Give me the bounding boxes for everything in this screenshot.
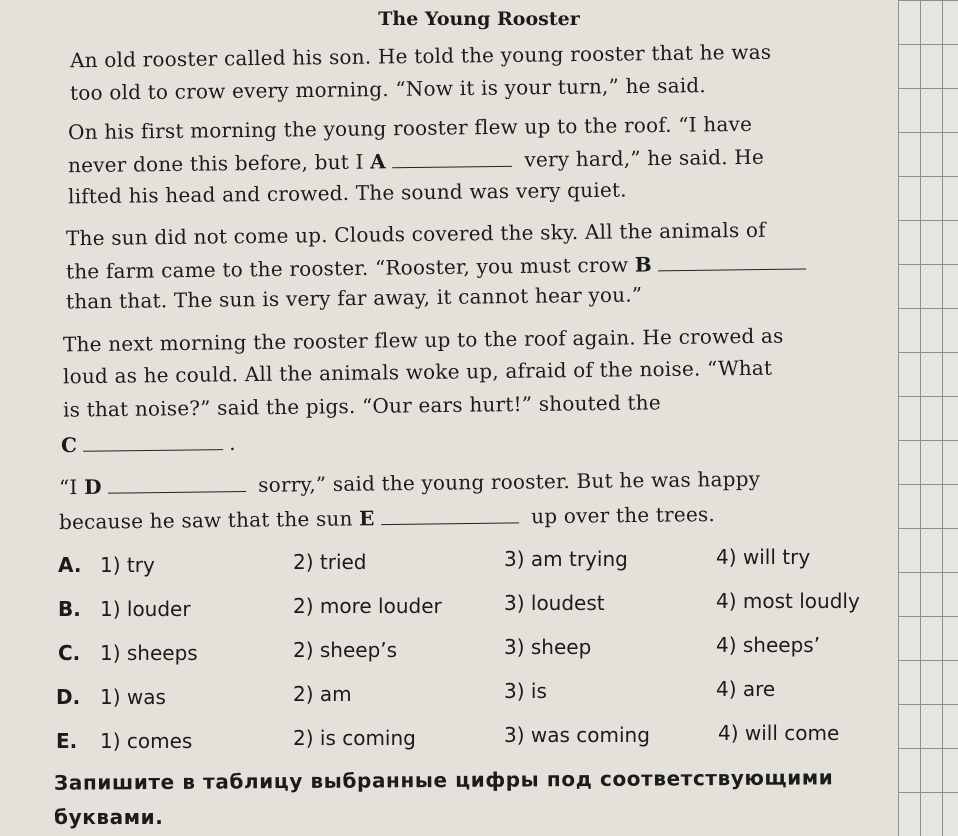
option-4[interactable]: 4) are [716,677,776,701]
gap-letter-e: E [359,506,375,531]
option-2[interactable]: 2) more louder [293,594,442,618]
gap-blank-a[interactable] [392,165,512,168]
text-line: The next morning the rooster flew up to the roof again. He crowed as [62,323,784,357]
text-segment: “I [58,475,78,500]
gap-blank-d[interactable] [108,490,246,494]
option-2[interactable]: 2) tried [293,550,367,574]
instruction-line: Запишите в таблицу выбранные цифры под соответствующими [53,765,834,795]
option-letter: A. [58,553,82,577]
page-title: The Young Rooster [378,8,580,30]
instruction-line: буквами. [54,805,164,829]
option-1[interactable]: 1) comes [100,729,193,753]
text-line: is that noise?” said the pigs. “Our ears hurt!” shouted the [62,390,661,422]
gap-blank-e[interactable] [381,521,519,525]
text-line: too old to crow every morning. “Now it is your turn,” he said. [69,73,707,105]
option-4[interactable]: 4) will try [716,545,811,569]
option-3[interactable]: 3) was coming [504,723,650,747]
option-4[interactable]: 4) most loudly [716,589,860,613]
text-line: An old rooster called his son. He told the young rooster that he was [69,39,772,73]
option-1[interactable]: 1) was [100,685,166,709]
option-2[interactable]: 2) is coming [293,726,416,750]
gap-blank-b[interactable] [658,268,806,272]
option-1[interactable]: 1) sheeps [100,641,198,665]
option-letter: E. [56,729,78,753]
text-line: lifted his head and crowed. The sound was very quiet. [67,177,627,209]
option-2[interactable]: 2) sheep’s [293,638,398,662]
text-line: than that. The sun is very far away, it cannot hear you.” [65,282,643,314]
text-segment: because he saw that the sun [58,506,353,535]
text-segment: up over the trees. [531,501,716,529]
text-line-with-gap-c [61,431,236,457]
option-3[interactable]: 3) loudest [504,591,605,615]
option-letter: D. [56,685,81,709]
option-3[interactable]: 3) is [504,679,547,703]
gap-letter-b: B [634,252,653,277]
gap-blank-c[interactable] [83,448,223,452]
gap-letter-a: A [370,149,387,174]
option-3[interactable]: 3) am trying [504,547,628,571]
option-4[interactable]: 4) will come [718,721,840,745]
gap-letter-d: D [83,474,102,499]
text-line: The sun did not come up. Clouds covered the sky. All the animals of [65,217,766,251]
text-segment: sorry,” said the young rooster. But he was happy [258,466,761,497]
text-segment: very hard,” he said. He [524,144,765,172]
option-letter: C. [58,641,81,665]
text-segment: the farm came to the rooster. “Rooster, you must crow [65,252,629,284]
option-1[interactable]: 1) louder [100,597,191,621]
option-2[interactable]: 2) am [293,682,352,706]
option-3[interactable]: 3) sheep [504,635,592,659]
text-line: loud as he could. All the animals woke up, afraid of the noise. “What [62,355,773,389]
gap-letter-c: C [60,432,78,458]
graph-paper-margin [898,0,958,836]
option-1[interactable]: 1) try [100,553,155,577]
text-segment: . [228,430,236,456]
option-4[interactable]: 4) sheeps’ [716,633,821,657]
option-letter: B. [58,597,81,621]
text-segment: never done this before, but I [67,149,364,178]
text-line: On his first morning the young rooster flew up to the roof. “I have [67,111,753,145]
